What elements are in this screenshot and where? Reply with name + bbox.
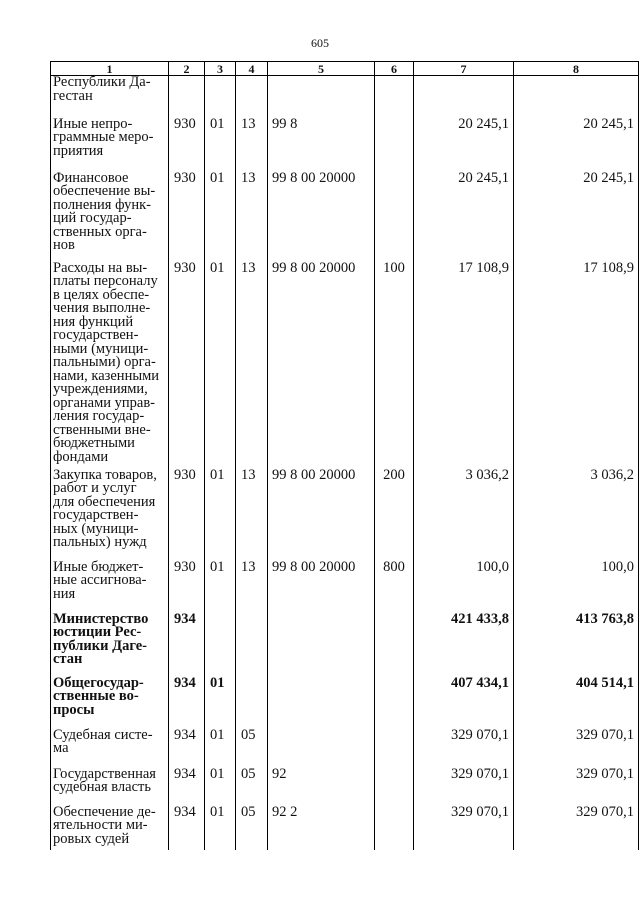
gov-code-cell: 930	[169, 262, 205, 469]
amount-cell: 404 514,1	[514, 677, 639, 729]
table-row	[51, 469, 639, 561]
column-header: 4	[236, 62, 268, 76]
budget-table	[50, 61, 639, 850]
amount-cell: 20 245,1	[414, 118, 514, 172]
row-name-line: полнения функ-	[53, 196, 151, 213]
section-code-cell	[205, 613, 236, 677]
amount-cell: 329 070,1	[414, 768, 514, 806]
target-article-cell	[268, 677, 375, 729]
gov-code-cell: 930	[169, 118, 205, 172]
row-name-line: Судебная систе-	[53, 726, 153, 743]
row-name-cell	[51, 765, 169, 806]
amount-cell: 3 036,2	[514, 469, 639, 561]
amount-cell: 329 070,1	[514, 806, 639, 850]
row-name-line: пальных) нужд	[53, 534, 147, 550]
row-name-cell	[51, 674, 169, 729]
amount-cell: 329 070,1	[514, 729, 639, 768]
table-row	[51, 806, 639, 850]
section-code-cell: 01	[205, 729, 236, 768]
section-code-cell: 01	[205, 806, 236, 850]
expense-type-cell	[375, 677, 414, 729]
row-name-cell	[51, 76, 169, 118]
row-name-line: платы персоналу	[53, 273, 158, 289]
row-name-line: для обеспечения	[53, 493, 156, 510]
amount-cell: 421 433,8	[414, 613, 514, 677]
table-row	[51, 561, 639, 613]
target-article-cell: 99 8 00 20000	[268, 561, 375, 613]
page-number: 605	[311, 36, 329, 50]
subsection-code-cell: 05	[236, 806, 268, 850]
column-header: 3	[205, 62, 236, 76]
row-name-line: гестан	[53, 87, 93, 104]
row-name-line: просы	[53, 701, 95, 718]
row-name-cell	[51, 115, 169, 172]
row-name-line: публики Даге-	[53, 637, 148, 654]
row-name-line: в целях обеспе-	[53, 286, 150, 303]
row-name-line: Иные бюджет-	[53, 558, 144, 575]
expense-type-cell: 200	[375, 469, 414, 561]
row-name-cell	[51, 558, 169, 613]
gov-code-cell: 934	[169, 806, 205, 850]
amount-cell	[514, 76, 639, 118]
section-code-cell: 01	[205, 172, 236, 262]
subsection-code-cell: 05	[236, 729, 268, 768]
expense-type-cell	[375, 729, 414, 768]
amount-cell	[414, 76, 514, 118]
section-code-cell: 01	[205, 118, 236, 172]
row-name-line: Закупка товаров,	[53, 466, 157, 483]
expense-type-cell	[375, 613, 414, 677]
row-name-cell	[51, 466, 169, 561]
section-code-cell: 01	[205, 677, 236, 729]
expense-type-cell	[375, 76, 414, 118]
amount-cell: 20 245,1	[414, 172, 514, 262]
row-name-cell	[51, 610, 169, 677]
row-name-line: Общегосудар-	[53, 674, 144, 691]
row-name-line: Иные непро-	[53, 115, 133, 132]
row-name-line: ния функций	[53, 313, 134, 330]
table-body	[51, 76, 639, 850]
row-name-line: судебная власть	[53, 779, 151, 795]
row-name-line: приятия	[53, 142, 104, 159]
amount-cell: 20 245,1	[514, 118, 639, 172]
subsection-code-cell: 13	[236, 118, 268, 172]
row-name-line: государствен-	[53, 327, 139, 343]
row-name-line: ций государ-	[53, 210, 132, 226]
section-code-cell: 01	[205, 561, 236, 613]
row-name-line: ровых судей	[53, 830, 130, 847]
amount-cell: 17 108,9	[514, 262, 639, 469]
subsection-code-cell: 13	[236, 469, 268, 561]
section-code-cell: 01	[205, 262, 236, 469]
gov-code-cell: 934	[169, 677, 205, 729]
gov-code-cell: 930	[169, 469, 205, 561]
row-name-line: Министерство	[53, 610, 149, 627]
table-row	[51, 76, 639, 118]
target-article-cell: 99 8 00 20000	[268, 469, 375, 561]
row-name-cell	[51, 803, 169, 850]
table-row	[51, 729, 639, 768]
section-code-cell: 01	[205, 469, 236, 561]
row-name-line: ственных орга-	[53, 223, 147, 240]
row-name-line: работ и услуг	[53, 480, 137, 496]
row-name-line: Расходы на вы-	[53, 259, 148, 276]
row-name-line: бюджетными	[53, 435, 135, 451]
row-name-line: ные ассигнова-	[53, 572, 147, 588]
row-name-line: ственными вне-	[53, 421, 151, 438]
row-name-line: юстиции Рес-	[53, 624, 142, 640]
row-name-cell	[51, 169, 169, 262]
amount-cell: 100,0	[514, 561, 639, 613]
column-header: 2	[169, 62, 205, 76]
target-article-cell	[268, 613, 375, 677]
table-row	[51, 262, 639, 469]
amount-cell: 329 070,1	[514, 768, 639, 806]
table-row	[51, 118, 639, 172]
amount-cell: 329 070,1	[414, 806, 514, 850]
gov-code-cell: 930	[169, 561, 205, 613]
row-name-line: Обеспечение де-	[53, 803, 156, 820]
row-name-line: Республики Да-	[53, 74, 151, 90]
row-name-line: обеспечение вы-	[53, 183, 156, 199]
target-article-cell: 92	[268, 768, 375, 806]
column-header: 1	[51, 62, 169, 76]
row-name-line: Государственная	[53, 765, 156, 782]
gov-code-cell: 934	[169, 729, 205, 768]
amount-cell: 329 070,1	[414, 729, 514, 768]
amount-cell: 20 245,1	[514, 172, 639, 262]
subsection-code-cell: 13	[236, 262, 268, 469]
gov-code-cell	[169, 76, 205, 118]
gov-code-cell: 930	[169, 172, 205, 262]
row-name-line: ятельности ми-	[53, 817, 148, 833]
subsection-code-cell	[236, 613, 268, 677]
row-name-line: стан	[53, 651, 83, 667]
row-name-line: ма	[53, 740, 69, 756]
column-header: 7	[414, 62, 514, 76]
amount-cell: 407 434,1	[414, 677, 514, 729]
target-article-cell	[268, 729, 375, 768]
row-name-line: ления государ-	[53, 408, 145, 424]
target-article-cell: 99 8 00 20000	[268, 262, 375, 469]
amount-cell: 3 036,2	[414, 469, 514, 561]
section-code-cell	[205, 76, 236, 118]
row-name-line: ния	[53, 585, 76, 602]
subsection-code-cell: 13	[236, 561, 268, 613]
row-name-line: государствен-	[53, 507, 139, 523]
target-article-cell: 99 8 00 20000	[268, 172, 375, 262]
target-article-cell: 92 2	[268, 806, 375, 850]
row-name-line: органами управ-	[53, 394, 156, 411]
table-row	[51, 613, 639, 677]
target-article-cell	[268, 76, 375, 118]
row-name-cell	[51, 259, 169, 469]
subsection-code-cell	[236, 677, 268, 729]
expense-type-cell: 800	[375, 561, 414, 613]
row-name-line: учреждениями,	[53, 381, 148, 397]
row-name-line: ных (муници-	[53, 520, 139, 537]
row-name-line: чения выполне-	[53, 300, 151, 316]
column-header: 5	[268, 62, 375, 76]
column-header: 8	[514, 62, 639, 76]
row-name-line: граммные меро-	[53, 129, 154, 145]
gov-code-cell: 934	[169, 613, 205, 677]
gov-code-cell: 934	[169, 768, 205, 806]
amount-cell: 17 108,9	[414, 262, 514, 469]
table-row	[51, 768, 639, 806]
row-name-line: ственные во-	[53, 688, 139, 704]
row-name-line: Финансовое	[53, 169, 129, 186]
amount-cell: 413 763,8	[514, 613, 639, 677]
column-header: 6	[375, 62, 414, 76]
target-article-cell: 99 8	[268, 118, 375, 172]
row-name-line: нов	[53, 237, 75, 253]
expense-type-cell	[375, 806, 414, 850]
expense-type-cell	[375, 768, 414, 806]
row-name-line: фондами	[53, 448, 109, 465]
table-row	[51, 677, 639, 729]
section-code-cell: 01	[205, 768, 236, 806]
row-name-line: пальными) орга-	[53, 354, 156, 370]
expense-type-cell	[375, 172, 414, 262]
row-name-line: нами, казенными	[53, 367, 160, 384]
row-name-line: ными (муници-	[53, 340, 149, 357]
subsection-code-cell: 13	[236, 172, 268, 262]
subsection-code-cell: 05	[236, 768, 268, 806]
table-row	[51, 172, 639, 262]
subsection-code-cell	[236, 76, 268, 118]
expense-type-cell	[375, 118, 414, 172]
expense-type-cell: 100	[375, 262, 414, 469]
row-name-cell	[51, 726, 169, 768]
amount-cell: 100,0	[414, 561, 514, 613]
